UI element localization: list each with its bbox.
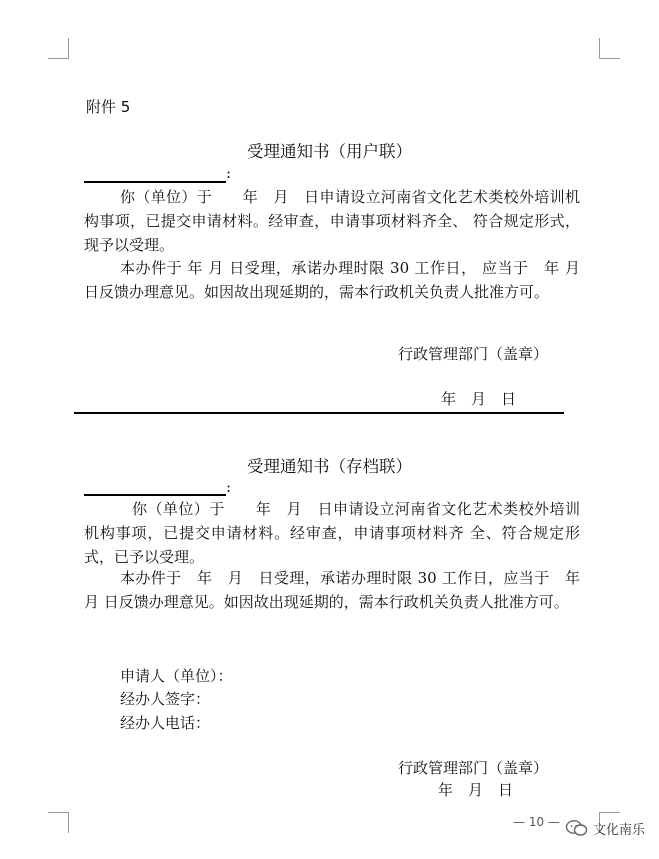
watermark-text: 文化南乐: [593, 822, 646, 838]
wechat-icon: [565, 819, 589, 837]
handler-signature-label: 经办人签字：: [120, 690, 211, 708]
crop-mark-top-right: [599, 38, 620, 59]
notice-paragraph-1: 你（单位）于 年 月 日申请设立河南省文化艺术类校外培训机构事项，已提交申请材料。经审查，申请事项材料齐 全、符合规定形式，已予以受理。: [84, 500, 580, 566]
crop-mark-top-left: [48, 38, 69, 59]
notice-title-user-copy: 受理通知书（用户联）: [247, 142, 412, 161]
applicant-name-blank: [84, 181, 226, 183]
notice-paragraph-1: 你（单位）于 年 月 日申请设立河南省文化艺术类校外培训机构事项，已提交申请材料。经审查，申请事项材料齐全、 符合规定形式，现予以受理。: [84, 188, 580, 254]
blank-colon: :: [226, 164, 232, 182]
applicant-field-label: 申请人（单位）：: [120, 667, 233, 685]
department-seal-label: 行政管理部门（盖章）: [398, 759, 549, 777]
notice-paragraph-2: 本办件于 年 月 日受理，承诺办理时限 30 工作日， 应当于 年 月 日反馈办理意见。如因故出现延期的，需本行政机关负责人批准方可。: [84, 259, 580, 301]
seal-date: 年 月 日: [441, 390, 517, 408]
applicant-name-blank: [84, 494, 226, 496]
department-seal-label: 行政管理部门（盖章）: [398, 345, 549, 363]
notice-title-archive-copy: 受理通知书（存档联）: [247, 457, 412, 476]
seal-date: 年 月 日: [438, 781, 514, 799]
page-number: — 10 —: [513, 815, 560, 829]
crop-mark-bottom-left: [48, 812, 69, 833]
section-divider: [74, 412, 564, 414]
handler-phone-label: 经办人电话：: [120, 714, 211, 732]
attachment-label: 附件 5: [86, 98, 131, 116]
watermark: [565, 818, 645, 838]
blank-colon: :: [226, 478, 232, 496]
notice-paragraph-2: 本办件于 年 月 日受理，承诺办理时限 30 工作日，应当于 年 月 日反馈办理意见。如因故出现延期的，需本行政机关负责人批准方可。: [84, 569, 580, 611]
